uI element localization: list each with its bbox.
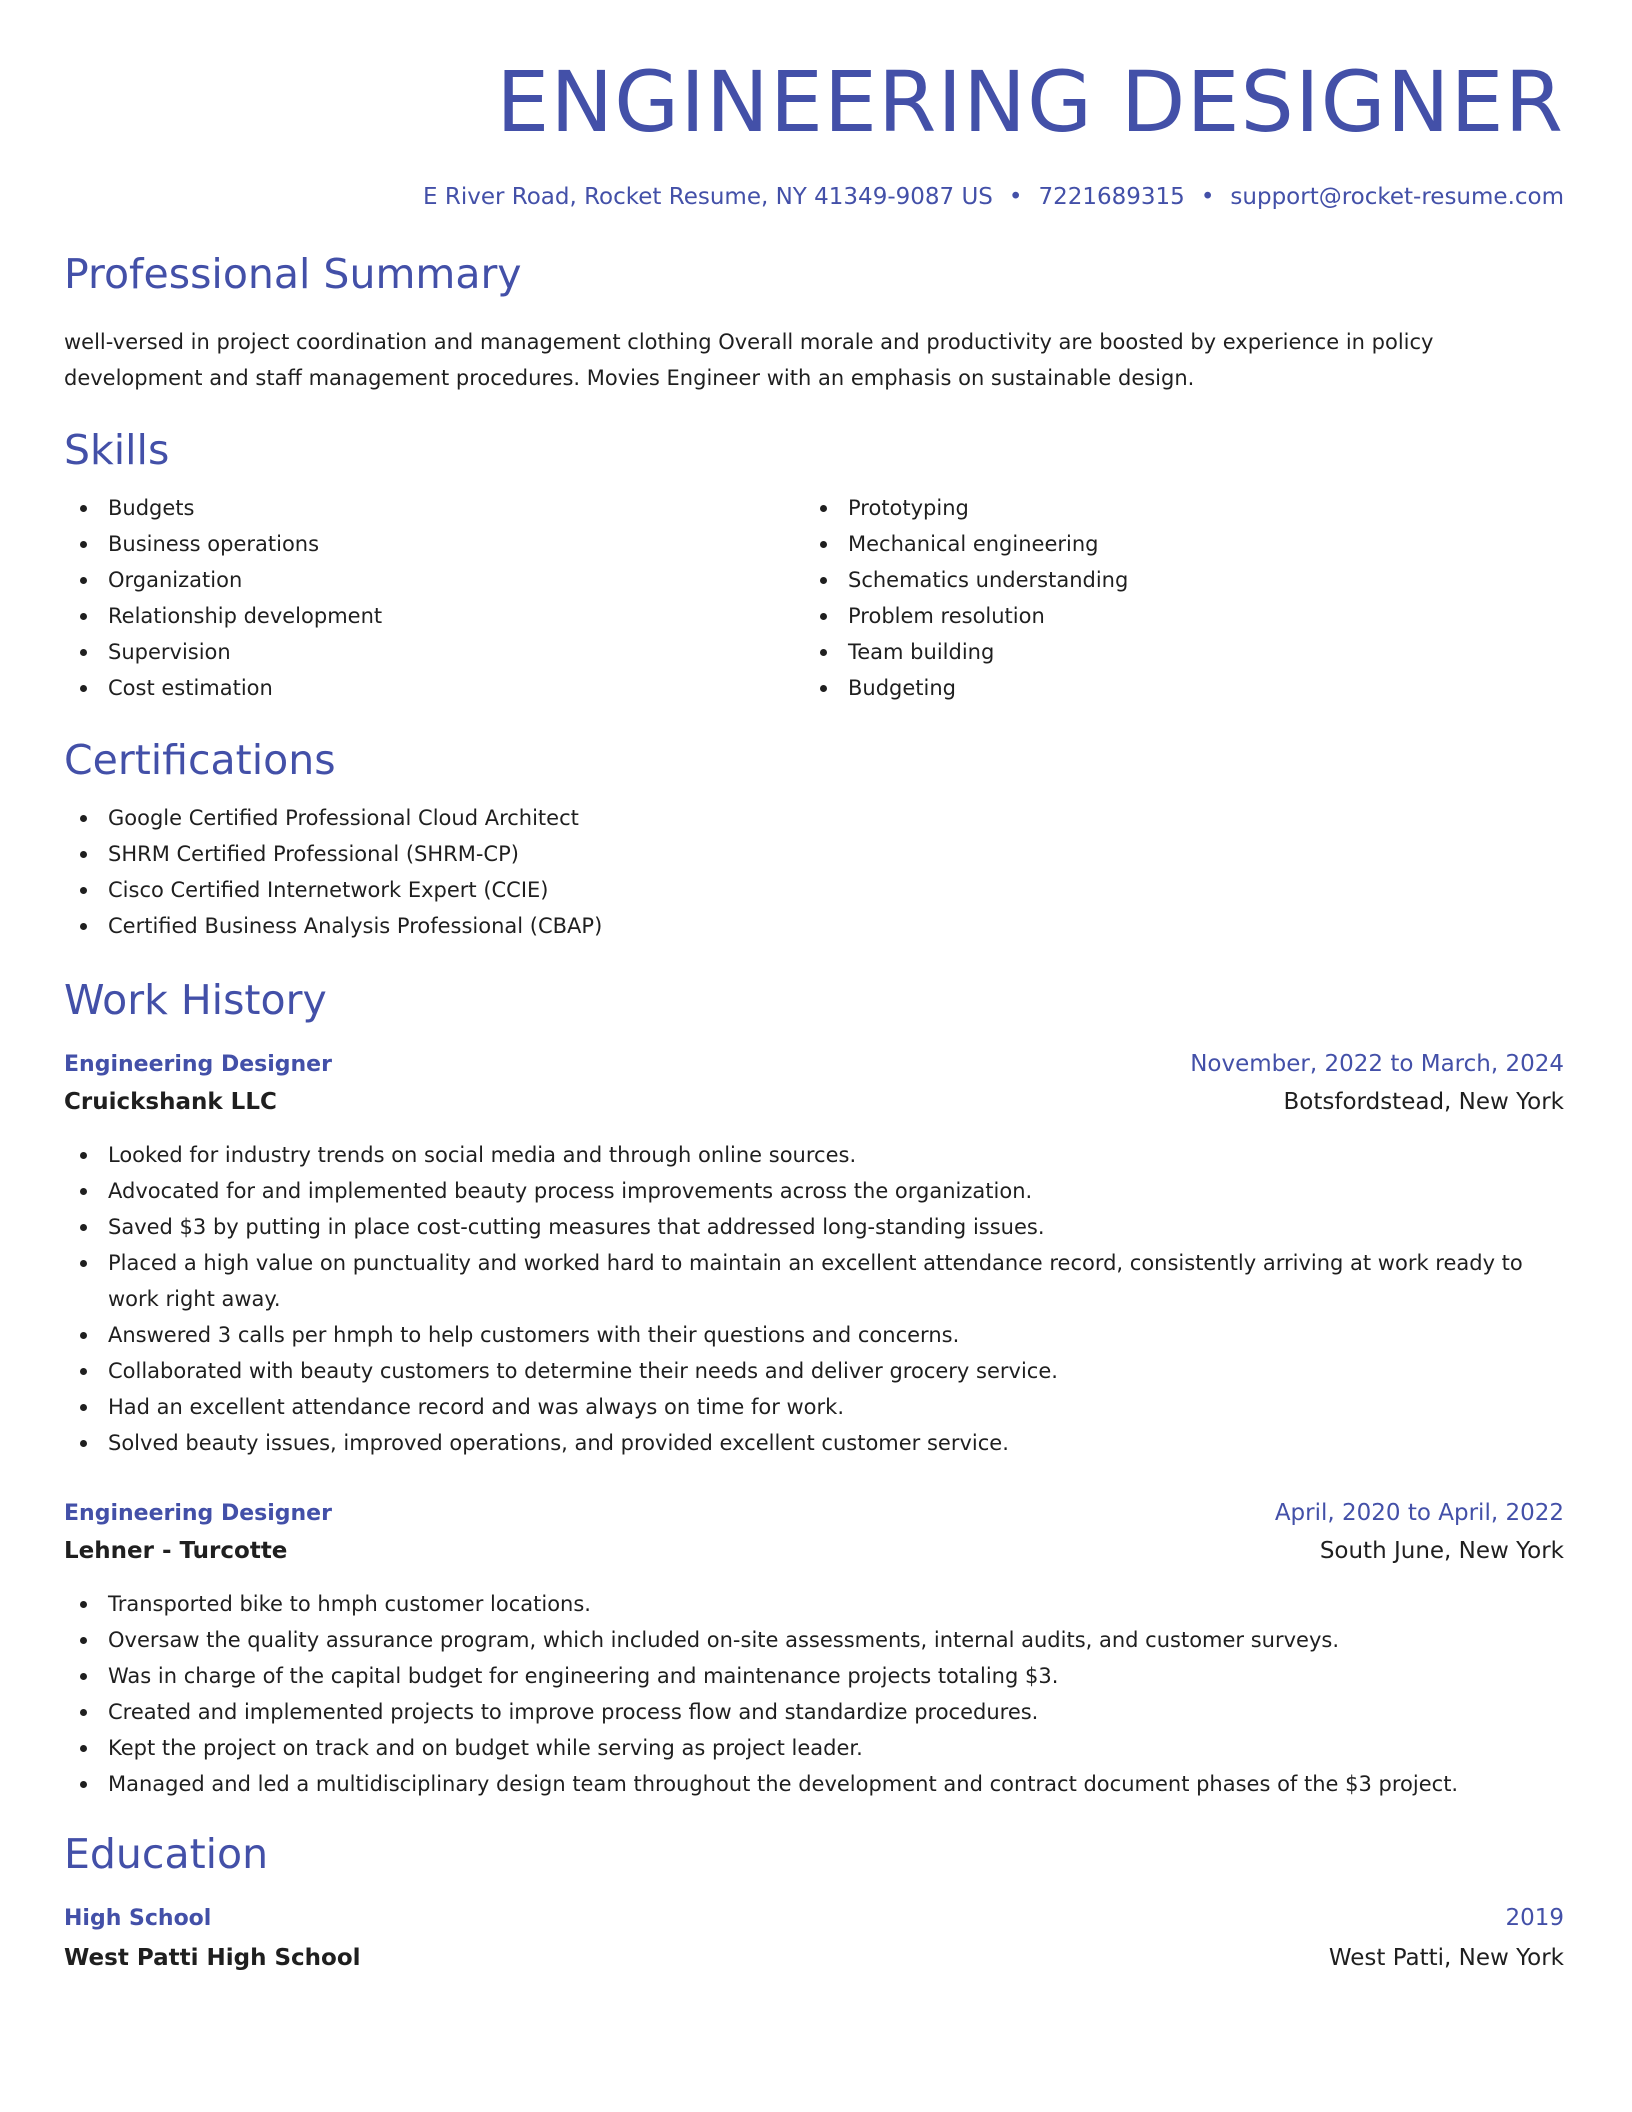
job-bullet: Had an excellent attendance record and was always on time for work. [64, 1389, 1564, 1425]
job-dates: April, 2020 to April, 2022 [1274, 1500, 1564, 1526]
skill-item: Cost estimation [64, 670, 804, 706]
section-title: Work History [64, 976, 327, 1024]
job-bullet: Collaborated with beauty customers to determine their needs and deliver grocery service. [64, 1353, 1564, 1389]
job-bullet: Placed a high value on punctuality and worked hard to maintain an excellent attendance record, consistently arriving at work ready to work right away. [64, 1245, 1564, 1317]
summary-text: well-versed in project coordination and management clothing Overall morale and productivity are boosted by experience in policy development and staff management procedures. Movies Engineer with an emphasis on sustainable design. [64, 330, 1434, 390]
job-location: South June, New York [1319, 1538, 1564, 1564]
company-name: Lehner - Turcotte [64, 1538, 288, 1564]
graduation-year: 2019 [1505, 1905, 1564, 1931]
school-location: West Patti, New York [1328, 1945, 1564, 1971]
skills-list-left [64, 490, 804, 706]
email-link[interactable]: support@rocket-resume.com [1230, 184, 1564, 210]
section-title: Education [64, 1830, 269, 1878]
skill-item: Prototyping [804, 490, 1564, 526]
job-bullet: Advocated for and implemented beauty process improvements across the organization. [64, 1173, 1564, 1209]
skill-item: Budgeting [804, 670, 1564, 706]
resume-header [64, 0, 1564, 210]
job-bullets [64, 1586, 1564, 1802]
job-bullet: Kept the project on track and on budget while serving as project leader. [64, 1730, 1564, 1766]
job-bullet: Transported bike to hmph customer locations. [64, 1586, 1564, 1622]
job-bullet: Solved beauty issues, improved operations, and provided excellent customer service. [64, 1425, 1564, 1461]
skills-list-right [804, 490, 1564, 706]
skill-item: Problem resolution [804, 598, 1564, 634]
separator-dot: • [1008, 184, 1023, 210]
job-title: Engineering Designer [64, 1501, 332, 1526]
certifications-list [64, 800, 1564, 944]
job-bullet: Managed and led a multidisciplinary design team throughout the development and contract document phases of the $3 project. [64, 1766, 1564, 1802]
section-title: Certifications [64, 736, 336, 784]
company-name: Cruickshank LLC [64, 1089, 277, 1115]
job-bullet: Oversaw the quality assurance program, which included on-site assessments, internal audits, and customer surveys. [64, 1622, 1564, 1658]
skill-item: Mechanical engineering [804, 526, 1564, 562]
candidate-name: ENGINEERING DESIGNER [496, 53, 1564, 151]
job-bullet: Answered 3 calls per hmph to help customers with their questions and concerns. [64, 1317, 1564, 1353]
skills-section [64, 426, 1564, 706]
certification-item: SHRM Certified Professional (SHRM-CP) [64, 836, 1564, 872]
skill-item: Relationship development [64, 598, 804, 634]
job-bullet: Was in charge of the capital budget for engineering and maintenance projects totaling $3. [64, 1658, 1564, 1694]
skill-item: Team building [804, 634, 1564, 670]
skill-item: Business operations [64, 526, 804, 562]
professional-summary-section [64, 250, 1564, 396]
school-name: West Patti High School [64, 1945, 361, 1971]
job-bullet: Looked for industry trends on social media and through online sources. [64, 1137, 1564, 1173]
phone: 7221689315 [1038, 184, 1185, 210]
contact-line [64, 184, 1564, 210]
certification-item: Certified Business Analysis Professional (CBAP) [64, 908, 1564, 944]
skill-item: Budgets [64, 490, 804, 526]
section-title: Skills [64, 426, 170, 474]
education-entry [64, 1900, 1564, 1979]
skill-item: Schematics understanding [804, 562, 1564, 598]
skill-item: Supervision [64, 634, 804, 670]
job-location: Botsfordstead, New York [1283, 1089, 1564, 1115]
job-entry [64, 1495, 1564, 1802]
degree: High School [64, 1906, 212, 1931]
job-title: Engineering Designer [64, 1052, 332, 1077]
skill-item: Organization [64, 562, 804, 598]
job-entry [64, 1046, 1564, 1461]
job-dates: November, 2022 to March, 2024 [1190, 1051, 1564, 1077]
job-bullet: Saved $3 by putting in place cost-cutting measures that addressed long-standing issues. [64, 1209, 1564, 1245]
certification-item: Google Certified Professional Cloud Architect [64, 800, 1564, 836]
section-title: Professional Summary [64, 250, 522, 298]
education-section [64, 1830, 1564, 1979]
work-history-section [64, 976, 1564, 1802]
certifications-section [64, 736, 1564, 944]
address: E River Road, Rocket Resume, NY 41349-9087 US [423, 184, 993, 210]
job-bullet: Created and implemented projects to improve process flow and standardize procedures. [64, 1694, 1564, 1730]
separator-dot: • [1200, 184, 1215, 210]
job-bullets [64, 1137, 1564, 1461]
skills-grid [64, 490, 1564, 706]
certification-item: Cisco Certified Internetwork Expert (CCIE) [64, 872, 1564, 908]
